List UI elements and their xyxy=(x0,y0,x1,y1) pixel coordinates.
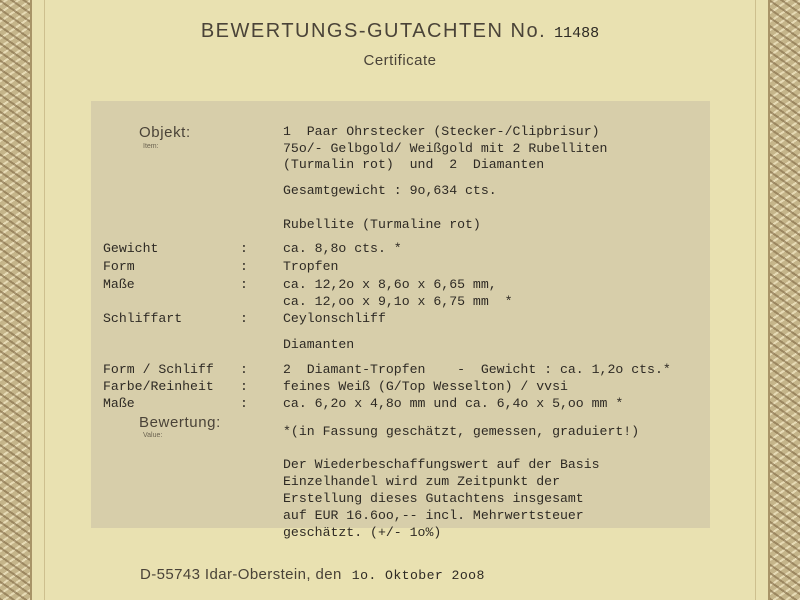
rubellite-form-value: Tropfen xyxy=(283,259,339,274)
objekt-line-1: 1 Paar Ohrstecker (Stecker-/Clipbrisur) xyxy=(283,124,600,139)
diamanten-masse-label: Maße xyxy=(103,396,135,411)
title-text: BEWERTUNGS-GUTACHTEN No. xyxy=(200,20,547,42)
certificate-subtitle: Certificate xyxy=(363,52,437,69)
bewertung-text-3: Erstellung dieses Gutachtens insgesamt xyxy=(283,491,584,506)
rubellite-gewicht-sep: : xyxy=(240,241,248,256)
rubellite-form-sep: : xyxy=(240,259,248,274)
rubellite-masse-value-1: ca. 12,2o x 8,6o x 6,65 mm, xyxy=(283,277,497,292)
diamanten-form-sep: : xyxy=(240,362,248,377)
footer-place: D-55743 Idar-Oberstein, den xyxy=(140,566,342,583)
footer-date: 1o. Oktober 2oo8 xyxy=(351,568,485,583)
objekt-line-2: 75o/- Gelbgold/ Weißgold mit 2 Rubelliten xyxy=(283,141,608,156)
diamanten-masse-value: ca. 6,2o x 4,8o mm und ca. 6,4o x 5,oo mm * xyxy=(283,396,624,411)
objekt-label-en: Item: xyxy=(143,143,159,150)
right-guilloche-border xyxy=(768,0,800,600)
bewertung-text-5: geschätzt. (+/- 1o%) xyxy=(283,525,442,540)
footer-place-date xyxy=(140,566,485,583)
left-guilloche-border xyxy=(0,0,32,600)
diamanten-farbe-sep: : xyxy=(240,379,248,394)
objekt-label: Objekt: xyxy=(139,124,191,141)
bewertung-text-4: auf EUR 16.6oo,-- incl. Mehrwertsteuer xyxy=(283,508,584,523)
diamanten-form-value: 2 Diamant-Tropfen - Gewicht : ca. 1,2o cts.* xyxy=(283,362,671,377)
diamanten-heading: Diamanten xyxy=(283,337,355,352)
diamanten-farbe-value: feines Weiß (G/Top Wesselton) / vvsi xyxy=(283,379,568,394)
rubellite-masse-sep: : xyxy=(240,277,248,292)
rubellite-masse-label: Maße xyxy=(103,277,135,292)
certificate-number: 11488 xyxy=(554,25,600,42)
rubellite-heading: Rubellite (Turmaline rot) xyxy=(283,217,481,232)
bewertung-label: Bewertung: xyxy=(139,414,221,431)
bewertung-note: *(in Fassung geschätzt, gemessen, graduiert!) xyxy=(283,424,640,439)
rubellite-gewicht-label: Gewicht xyxy=(103,241,159,256)
diamanten-form-label: Form / Schliff xyxy=(103,362,214,377)
rubellite-schliffart-label: Schliffart xyxy=(103,311,183,326)
bewertung-text-1: Der Wiederbeschaffungswert auf der Basis xyxy=(283,457,600,472)
rubellite-schliffart-sep: : xyxy=(240,311,248,326)
certificate-title xyxy=(0,20,800,43)
rubellite-gewicht-value: ca. 8,8o cts. * xyxy=(283,241,402,256)
rubellite-masse-value-2: ca. 12,oo x 9,1o x 6,75 mm * xyxy=(283,294,513,309)
rubellite-form-label: Form xyxy=(103,259,135,274)
bewertung-label-en: Value: xyxy=(143,432,163,439)
diamanten-masse-sep: : xyxy=(240,396,248,411)
objekt-line-3: (Turmalin rot) und 2 Diamanten xyxy=(283,157,545,172)
bewertung-text-2: Einzelhandel wird zum Zeitpunkt der xyxy=(283,474,560,489)
diamanten-farbe-label: Farbe/Reinheit xyxy=(103,379,214,394)
gesamtgewicht: Gesamtgewicht : 9o,634 cts. xyxy=(283,183,497,198)
rubellite-schliffart-value: Ceylonschliff xyxy=(283,311,386,326)
